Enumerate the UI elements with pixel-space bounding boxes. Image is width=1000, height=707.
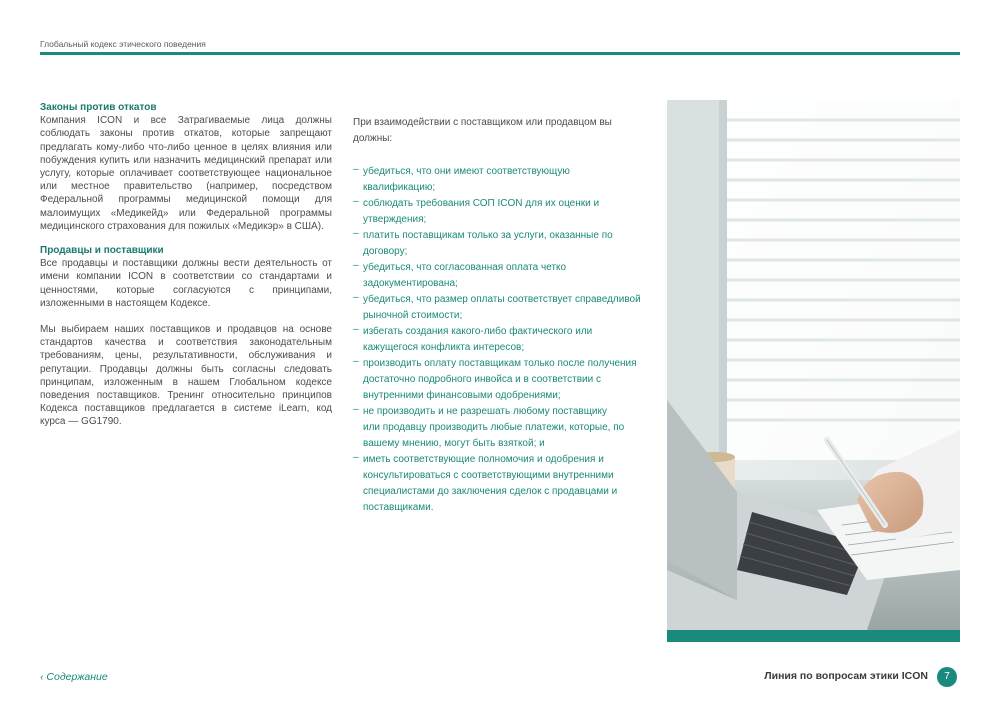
- list-item: – соблюдать требования СОП ICON для их оценки и утверждения;: [353, 196, 600, 225]
- list-item: – производить оплату поставщикам только после получения достаточно подробного инвойса и в соответствии с внутренними финансовыми одобрениями;: [353, 356, 637, 401]
- list-item: – убедиться, что согласованная оплата четко задокументирована;: [353, 260, 567, 289]
- chevron-left-icon: ‹: [40, 671, 44, 683]
- list-item: – убедиться, что размер оплаты соответствует справедливой рыночной стоимости;: [353, 292, 641, 321]
- left-column: [40, 101, 332, 429]
- obligations-intro: При взаимодействии с поставщиком или продавцом вы должны:: [353, 117, 612, 144]
- section-heading-anti-kickback: Законы против откатов: [40, 102, 157, 113]
- list-item: – платить поставщикам только за услуги, оказанные по договору;: [353, 228, 613, 257]
- section-heading-vendors: Продавцы и поставщики: [40, 245, 164, 257]
- list-item: – убедиться, что они имеют соответствующую квалификацию;: [353, 164, 570, 193]
- running-title: Глобальный кодекс этического поведения: [40, 39, 206, 49]
- header-rule: [40, 52, 960, 55]
- list-item: – избегать создания какого-либо фактического или кажущегося конфликта интересов;: [353, 324, 593, 353]
- vendors-paragraph-1: Все продавцы и поставщики должны вести деятельность от имени компании ICON в соответствии со стандартами и ценностями, которые согласуются с принципами, изложенными в настоящем Кодексе.: [40, 258, 332, 309]
- obligations-list: [353, 164, 653, 516]
- toc-link-label: Содержание: [46, 671, 108, 683]
- vendors-paragraph-2: Мы выбираем наших поставщиков и продавцов на основе стандартов качества и соответствия законодательным требованиям, цены, результативности, обслуживания и репутации. Продавцы должны быть согласны следовать принципам, изложенным в нашем Глобальном кодексе поведения поставщиков. Тренинг относительно принципов Кодекса поставщиков предлагается в системе iLearn, код курса — GG1790.: [40, 324, 332, 428]
- page-number-badge: 7: [937, 667, 957, 687]
- anti-kickback-body: Компания ICON и все Затрагиваемые лица должны соблюдать законы против откатов, которые запрещают предлагать кому-либо что-либо ценное в целях влияния или побуждения купить или назначить медицинский препарат или услугу, которые оплачивает соответствующее национальное или местное правительство (например, посредством Федеральной программы медицинской помощи для малоимущих «Медикейд» или Федеральной программы медицинского страхования для пожилых «Медикэр» в США).: [40, 115, 332, 232]
- ethics-line-label: Линия по вопросам этики ICON: [764, 670, 928, 682]
- list-item: – иметь соответствующие полномочия и одобрения и консультироваться с соответствующими внутренними специалистами до заключения сделок с продавцами и поставщиками.: [353, 452, 618, 513]
- list-item: – не производить и не разрешать любому поставщику или продавцу производить любые платежи, которые, по вашему мнению, могут быть взяткой; и: [353, 404, 625, 449]
- table-of-contents-link[interactable]: [40, 671, 108, 683]
- photo-accent-bar: [667, 630, 960, 642]
- middle-column: [353, 115, 653, 516]
- laptop-photo: [667, 100, 960, 630]
